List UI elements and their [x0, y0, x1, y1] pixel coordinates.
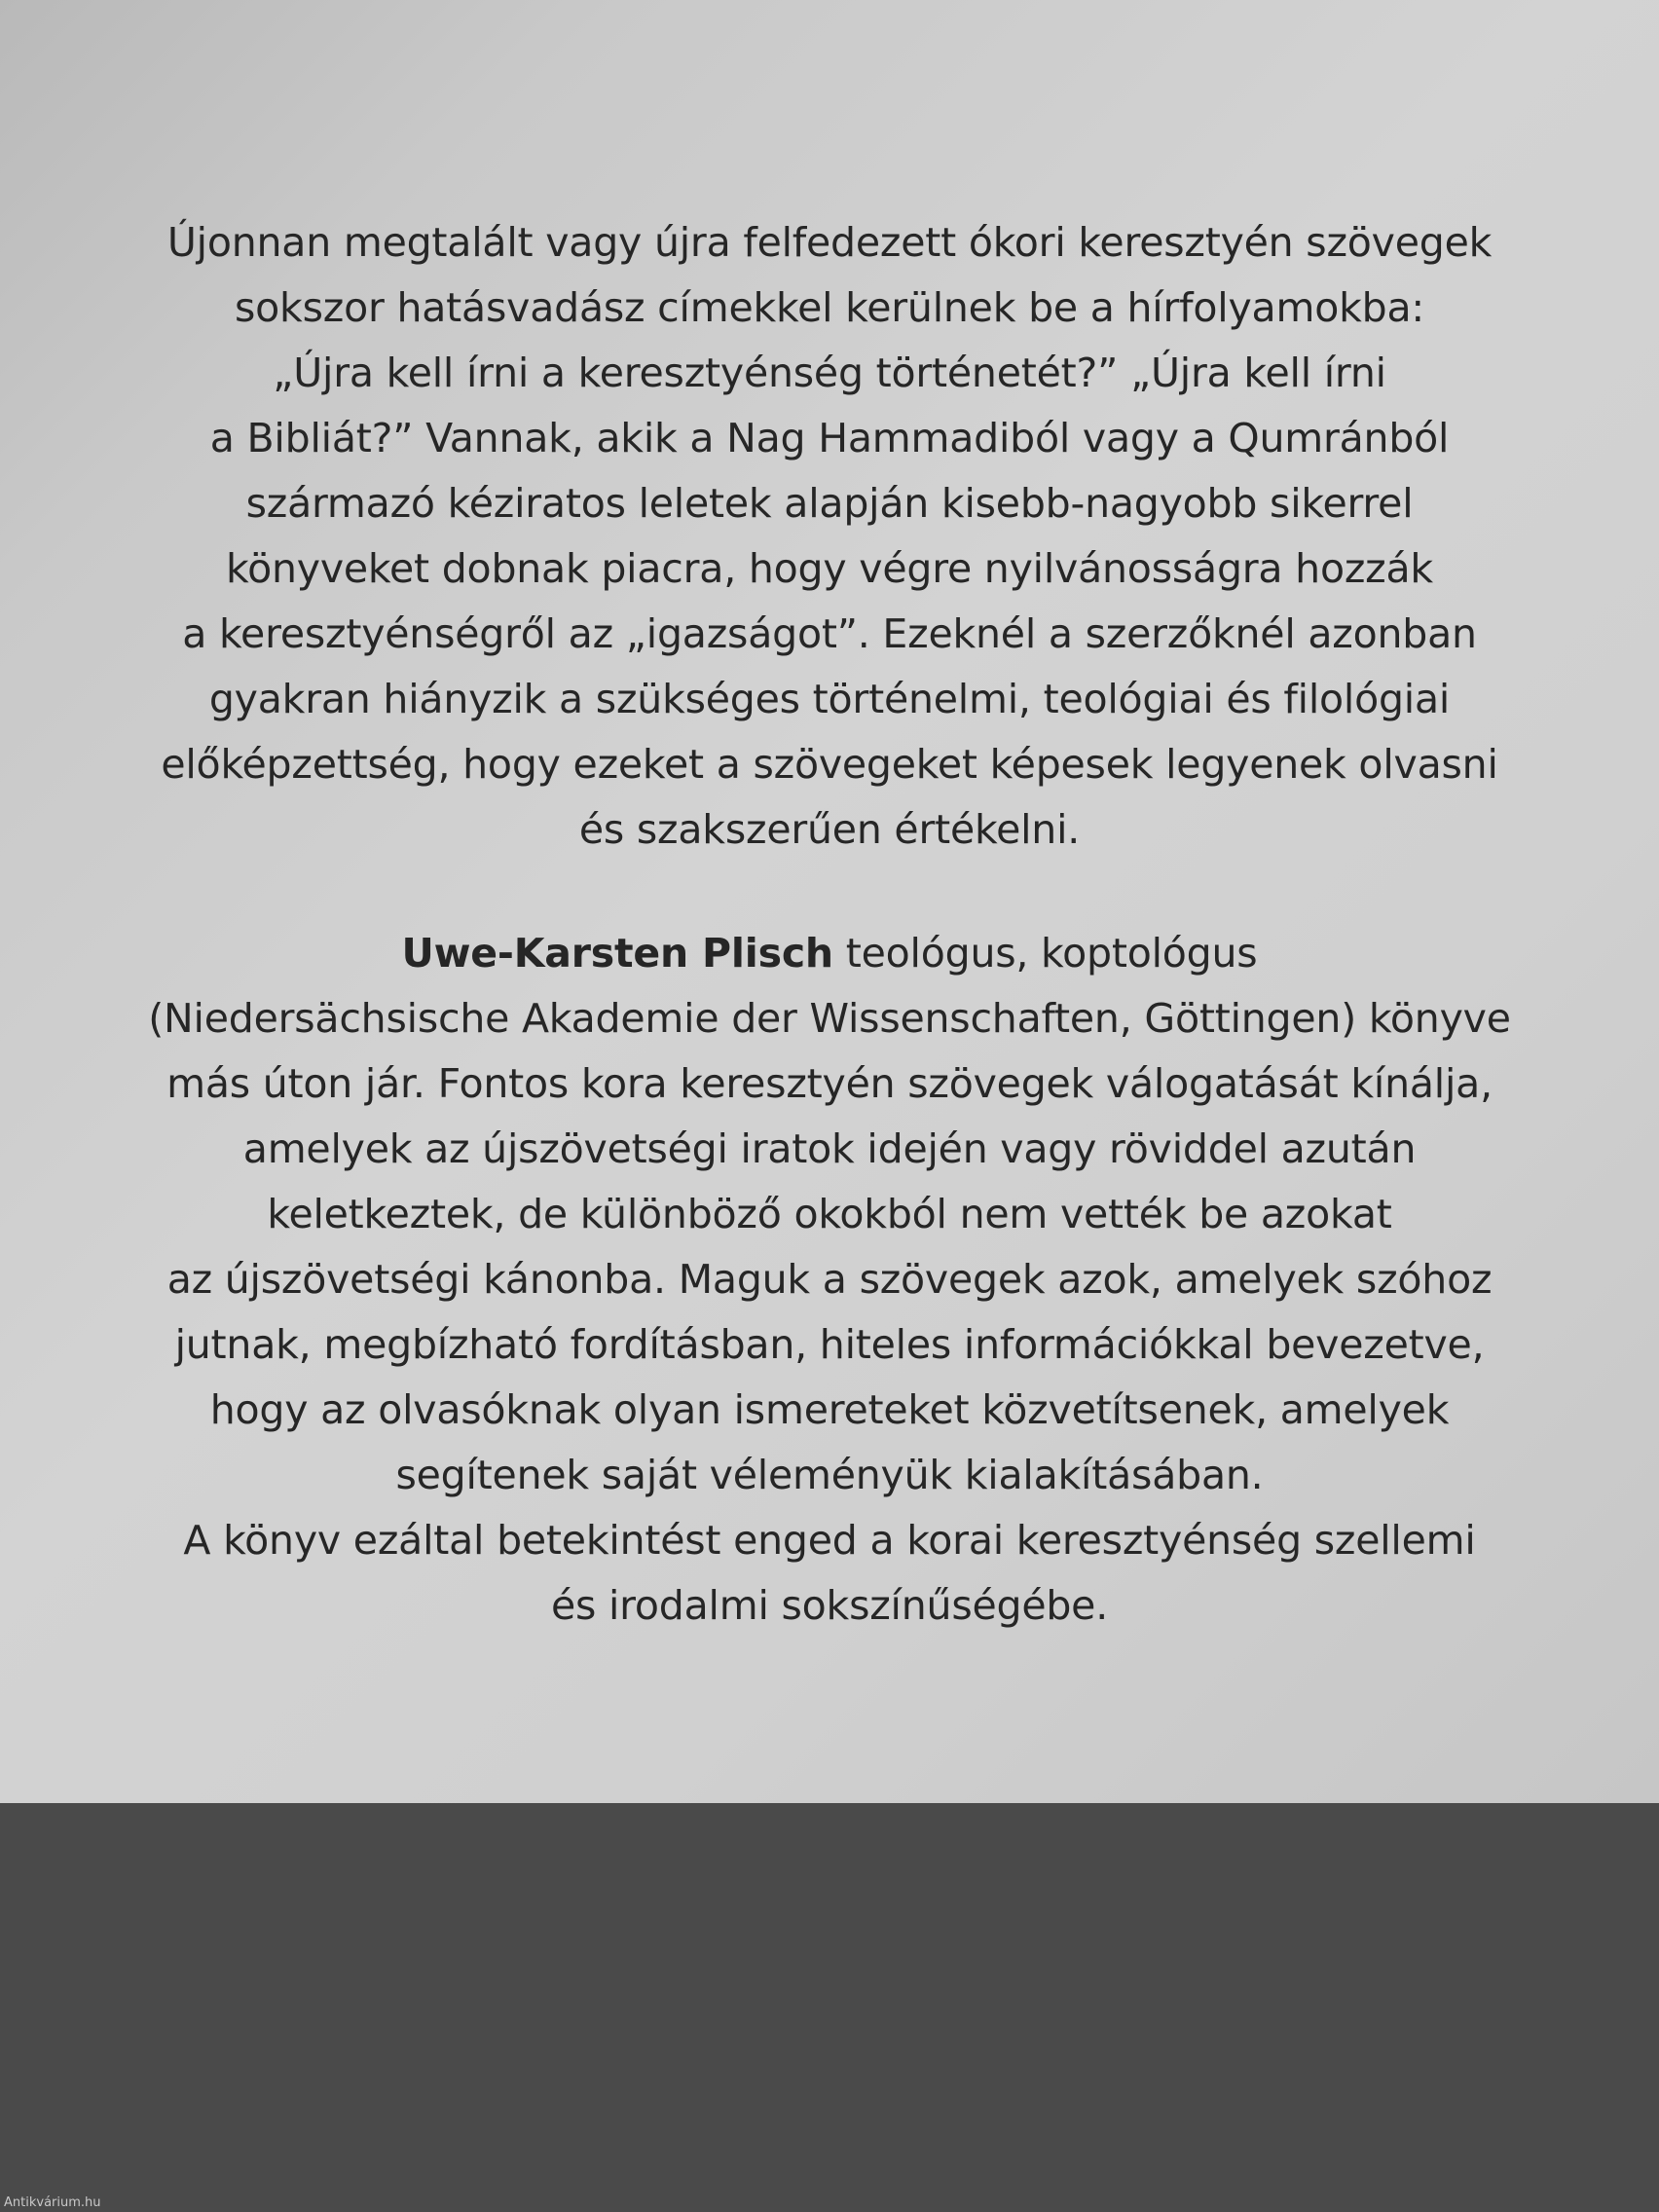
- text-line: keletkeztek, de különböző okokból nem vették be azokat: [267, 1191, 1392, 1237]
- author-line: [0, 921, 1659, 986]
- text-line: és irodalmi sokszínűségébe.: [550, 1582, 1109, 1629]
- text-line: A könyv ezáltal betekintést enged a korai keresztyénség szellemi: [183, 1517, 1476, 1564]
- text-line: jutnak, megbízható fordításban, hiteles információkkal bevezetve,: [174, 1321, 1485, 1368]
- text-line: az újszövetségi kánonba. Maguk a szövegek azok, amelyek szóhoz: [166, 1256, 1493, 1303]
- text-line: a Bibliát?” Vannak, akik a Nag Hammadiból vagy a Qumránból: [209, 415, 1450, 461]
- text-line: származó kéziratos leletek alapján kisebb-nagyobb sikerrel: [245, 480, 1414, 527]
- dark-bottom-band: [0, 1803, 1659, 2212]
- text-line: előképzettség, hogy ezeket a szövegeket képesek legyenek olvasni: [161, 741, 1498, 788]
- author-name: Uwe-Karsten Plisch: [401, 930, 833, 977]
- blurb-paragraph-2: [0, 921, 1659, 1639]
- text-line: a keresztyénségről az „igazságot”. Ezeknél a szerzőknél azonban: [182, 610, 1477, 657]
- text-line: hogy az olvasóknak olyan ismereteket közvetítsenek, amelyek: [209, 1386, 1450, 1433]
- text-line: sokszor hatásvadász címekkel kerülnek be a hírfolyamokba:: [235, 284, 1424, 331]
- text-line: más úton jár. Fontos kora keresztyén szövegek válogatását kínálja,: [166, 1060, 1493, 1107]
- text-line: amelyek az újszövetségi iratok idején vagy röviddel azután: [242, 1125, 1417, 1172]
- blurb-paragraph-1: [0, 210, 1659, 863]
- text-line: Újonnan megtalált vagy újra felfedezett ókori keresztyén szövegek: [166, 219, 1493, 266]
- text-line: és szakszerűen értékelni.: [578, 806, 1081, 853]
- text-line: könyveket dobnak piacra, hogy végre nyilvánosságra hozzák: [226, 545, 1433, 592]
- watermark: Antikvárium.hu: [4, 2195, 101, 2210]
- text-line: „Újra kell írni a keresztyénség történetét?” „Újra kell írni: [273, 350, 1386, 396]
- text-line: segítenek saját véleményük kialakításában.: [395, 1452, 1264, 1498]
- author-description: teológus, koptológus: [832, 930, 1258, 977]
- text-line: gyakran hiányzik a szükséges történelmi, teológiai és filológiai: [208, 676, 1451, 722]
- text-line: (Niedersächsische Akademie der Wissenschaften, Göttingen) könyve: [148, 995, 1511, 1042]
